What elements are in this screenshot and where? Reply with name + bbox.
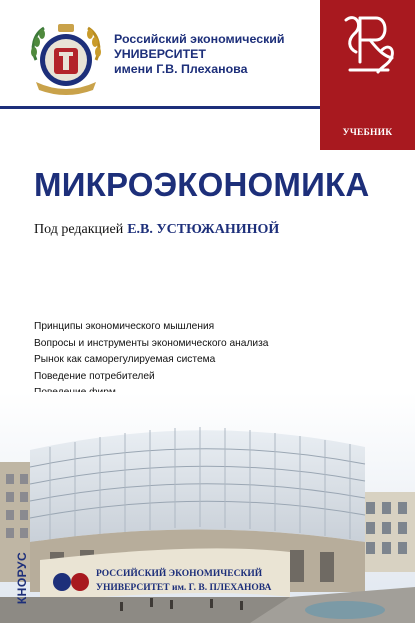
- topic-item: Принципы экономического мышления: [34, 321, 215, 332]
- university-line-2: УНИВЕРСИТЕТ: [114, 47, 206, 61]
- topic-item: Рынок как саморегулируемая система: [34, 354, 216, 366]
- topic-item: Вопросы и инструменты экономического анализа: [34, 337, 269, 349]
- editor-name: Е.В. УСТЮЖАНИНОЙ: [127, 222, 280, 237]
- university-line-3: имени Г.В. Плеханова: [114, 62, 248, 76]
- university-name: [114, 32, 314, 77]
- book-title: МИКРОЭКОНОМИКА: [34, 166, 370, 203]
- building-sign-line-1: РОССИЙСКИЙ ЭКОНОМИЧЕСКИЙ: [96, 569, 263, 579]
- campus-building-photo: [0, 392, 415, 623]
- editor-prefix: Под редакцией: [34, 222, 124, 237]
- publisher-logo: [14, 548, 30, 608]
- university-emblem-icon: [28, 22, 104, 98]
- editor-line: [34, 222, 279, 238]
- series-panel: [320, 0, 415, 150]
- publisher-name: КНОРУС: [15, 551, 29, 605]
- university-line-1: Российский экономический: [114, 32, 285, 46]
- building-sign-line-2: УНИВЕРСИТЕТ им. Г. В. ПЛЕХАНОВА: [96, 583, 272, 593]
- university-monogram-icon: [340, 10, 398, 82]
- header-divider: [0, 106, 320, 109]
- topic-item: Поведение потребителей: [34, 370, 155, 382]
- textbook-badge: УЧЕБНИК: [342, 128, 393, 138]
